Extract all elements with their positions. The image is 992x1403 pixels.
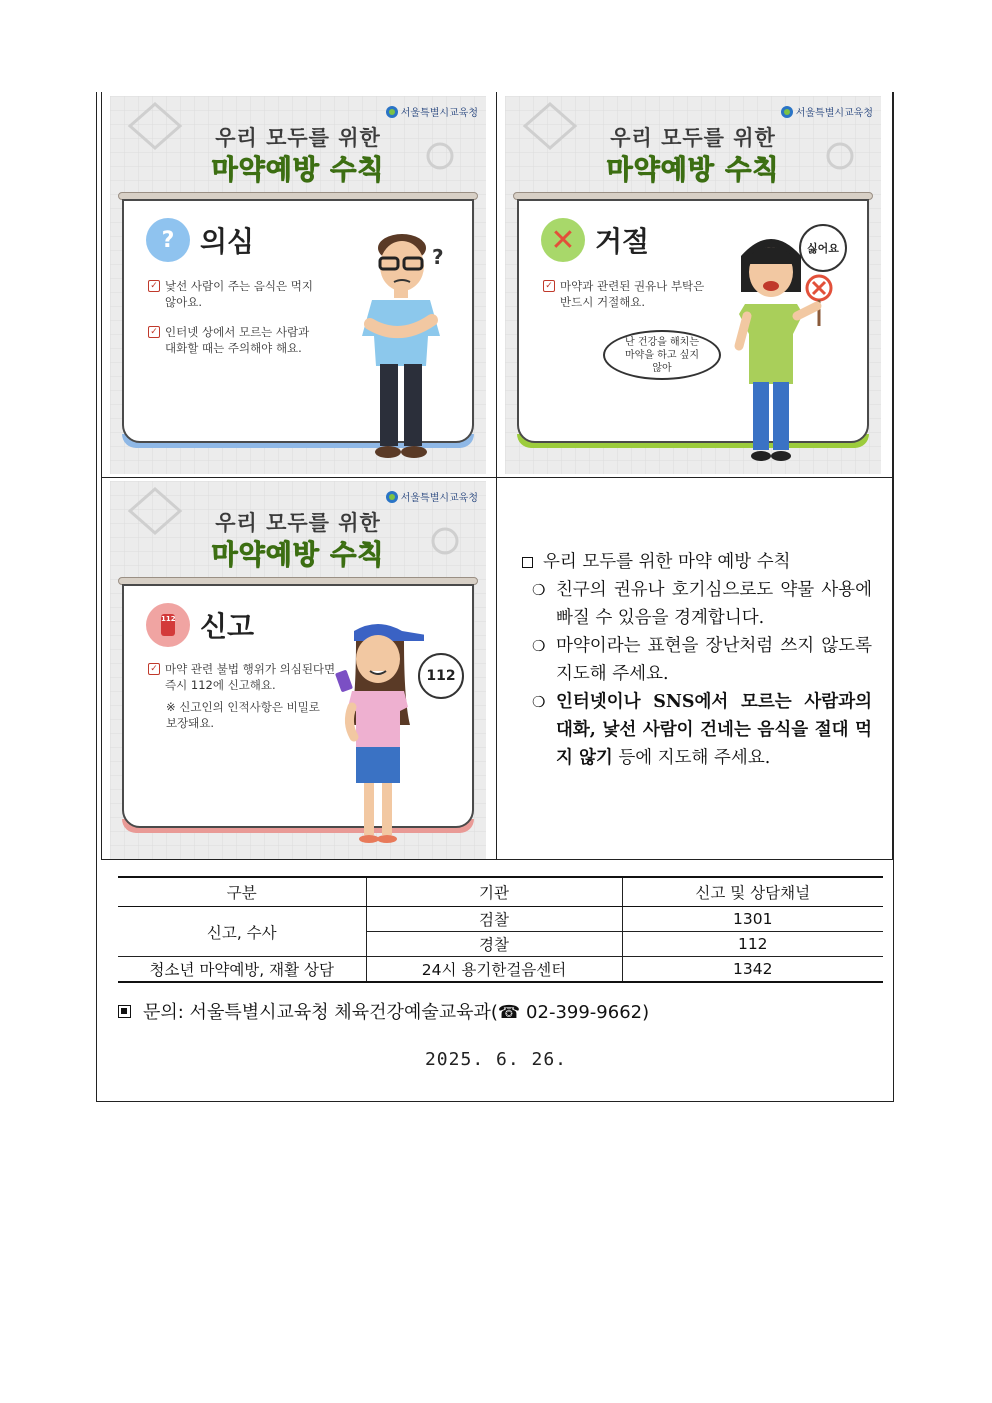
poster-heading: 신고 [200, 605, 254, 645]
table-cell-channel: 1342 [622, 957, 883, 983]
circle-bullet-icon: ❍ [532, 693, 546, 711]
svg-text:?: ? [432, 245, 444, 269]
cross-icon: ✕ [541, 218, 585, 262]
contact-table [118, 876, 883, 983]
logo-text: 서울특별시교육청 [400, 493, 478, 504]
guide-item [532, 688, 872, 772]
logo-text: 서울특별시교육청 [400, 108, 478, 119]
poster-note: ※ 신고인의 인적사항은 비밀로 보장돼요. [166, 700, 320, 730]
guide-item [532, 576, 872, 632]
poster-title-line1: 우리 모두를 위한 [215, 511, 381, 535]
table-cell-org: 경찰 [366, 932, 622, 957]
column-header: 신고 및 상담채널 [622, 877, 883, 907]
poster-logo [386, 104, 478, 119]
girl-character-illustration [727, 236, 837, 466]
table-row [118, 907, 883, 932]
poster-heading: 거절 [595, 220, 649, 260]
poster-item-text: 낯선 사람이 주는 음식은 먹지 않아요. [165, 279, 313, 309]
poster-doubt [110, 96, 486, 474]
check-icon: ✓ [148, 663, 160, 675]
poster-item-text: 마약 관련 불법 행위가 의심된다면 즉시 112에 신고해요. [165, 662, 336, 692]
check-icon: ✓ [148, 326, 160, 338]
guide-item-rest: 등에 지도해 주세요. [612, 748, 771, 768]
table-cell-category: 청소년 마약예방, 재활 상담 [118, 957, 366, 983]
poster-item [148, 278, 323, 310]
poster-logo [386, 489, 478, 504]
guide-item-text: 마약이라는 표현을 장난처럼 쓰지 않도록 지도해 주세요. [556, 636, 872, 684]
grid-divider-vertical [496, 92, 497, 860]
poster-title-line1: 우리 모두를 위한 [215, 126, 381, 150]
check-icon: ✓ [543, 280, 555, 292]
poster-item [148, 661, 338, 693]
table-row [118, 957, 883, 983]
poster-heading: 의심 [200, 220, 254, 260]
poster-item [148, 324, 323, 356]
poster-title-line2: 마약예방 수칙 [606, 155, 780, 186]
table-cell-category: 신고, 수사 [118, 907, 366, 957]
speech-bubble: 난 건강을 해치는 마약을 하고 싶지 않아 [603, 330, 721, 380]
magnifier-question-icon: ? [146, 218, 190, 262]
guide-item-text: 친구의 권유나 호기심으로도 약물 사용에 빠질 수 있음을 경계합니다. [556, 580, 872, 628]
poster-title-line2: 마약예방 수칙 [211, 540, 385, 571]
guide-item [532, 632, 872, 688]
table-cell-org: 24시 용기한걸음센터 [366, 957, 622, 983]
poster-title-line2: 마약예방 수칙 [211, 155, 385, 186]
table-cell-channel: 112 [622, 932, 883, 957]
speech-bubble-112: 112 [418, 653, 464, 699]
check-icon: ✓ [148, 280, 160, 292]
filled-square-bullet-icon [118, 1005, 131, 1018]
column-header: 구분 [118, 877, 366, 907]
logo-text: 서울특별시교육청 [795, 108, 873, 119]
boy-character-illustration [360, 228, 460, 464]
poster-item-text: 인터넷 상에서 모르는 사람과 대화할 때는 주의해야 해요. [165, 325, 310, 355]
table-header-row [118, 877, 883, 907]
phone-screen-label: 112 [161, 614, 175, 636]
square-bullet-icon [522, 557, 533, 568]
table-cell-org: 검찰 [366, 907, 622, 932]
poster-refuse [505, 96, 881, 474]
guide-text [522, 548, 872, 772]
poster-item-text: 마약과 관련된 권유나 부탁은 반드시 거절해요. [560, 279, 705, 309]
guide-header [522, 548, 872, 576]
contact-line [118, 998, 649, 1024]
contact-text: 문의: 서울특별시교육청 체육건강예술교육과(☎ 02-399-9662) [143, 1002, 650, 1023]
seoul-edu-logo-icon [386, 106, 398, 118]
seoul-edu-logo-icon [781, 106, 793, 118]
poster-report [110, 481, 486, 859]
table-cell-channel: 1301 [622, 907, 883, 932]
guide-item-text [556, 688, 872, 772]
poster-logo [781, 104, 873, 119]
document-date: 2025. 6. 26. [424, 1049, 568, 1070]
guide-item-bold: 인터넷이나 SNS에서 모르는 사람과의 대화, 낯선 사람이 건네는 음식을 절대 먹지 않기 [556, 692, 872, 768]
poster-item [543, 278, 718, 310]
column-header: 기관 [366, 877, 622, 907]
circle-bullet-icon: ❍ [532, 581, 546, 599]
phone-icon [146, 603, 190, 647]
guide-header-text: 우리 모두를 위한 마약 예방 수칙 [543, 552, 791, 572]
girl-phone-character-illustration [334, 621, 424, 847]
grid-divider-horizontal [101, 477, 893, 478]
circle-bullet-icon: ❍ [532, 637, 546, 655]
seoul-edu-logo-icon [386, 491, 398, 503]
poster-title-line1: 우리 모두를 위한 [610, 126, 776, 150]
speech-bubble-no: 싫어요 [799, 224, 847, 272]
